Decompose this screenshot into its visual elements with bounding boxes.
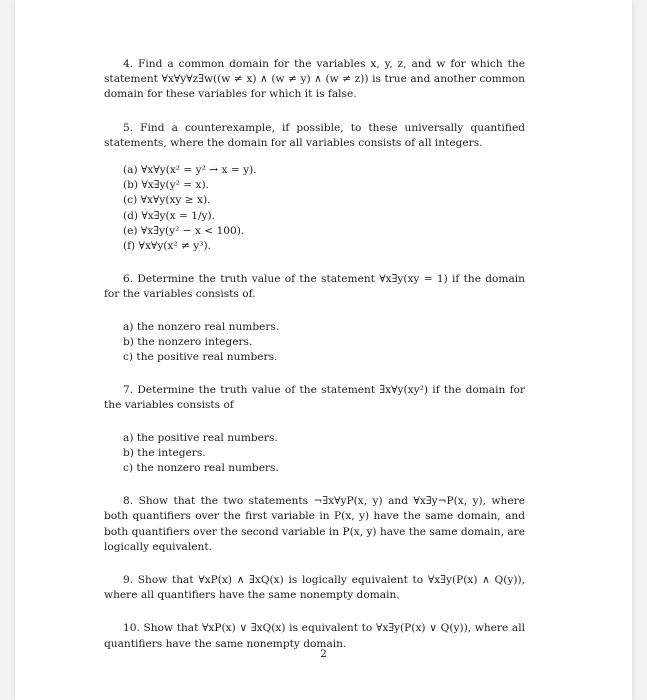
problem-7-item-a: a) the positive real numbers.: [123, 431, 278, 444]
problem-6-item-a: a) the nonzero real numbers.: [123, 320, 280, 333]
problem-5-item-a: (a) ∀x∀y(x² = y² → x = y).: [123, 164, 257, 177]
problem-5-item-f: (f) ∀x∀y(x² ≠ y³).: [123, 240, 211, 253]
problem-7-item-c: c) the nonzero real numbers.: [123, 462, 279, 475]
problem-7-text: 7. Determine the truth value of the statement ∃x∀y(xy²) if the domain for the variables consists of: [104, 384, 525, 412]
problem-5-items: [104, 163, 525, 254]
problem-5-item-e: (e) ∀x∃y(y² − x < 100).: [123, 224, 245, 237]
page-number: 2: [320, 648, 327, 660]
problem-9: [104, 573, 525, 603]
problem-7-items: [104, 431, 525, 477]
problem-8: [104, 494, 525, 555]
problem-5-text: 5. Find a counterexample, if possible, to these universally quantified statements, where the domain for all variables consists of all integers.: [104, 121, 525, 149]
problem-5-item-c: (c) ∀x∀y(xy ≥ x).: [123, 194, 211, 207]
problem-8-text: 8. Show that the two statements ¬∃x∀yP(x, y) and ∀x∃y¬P(x, y), where both quantifiers over the first variable in P(x, y) have the same domain, and both quantifiers over the second variable in P(x, y) have the same domain, are logically equivalent.: [104, 495, 525, 553]
problem-6-item-c: c) the positive real numbers.: [123, 351, 278, 364]
problem-4-text: 4. Find a common domain for the variables x, y, z, and w for which the statement ∀x∀y∀z∃w((w ≠ x) ∧ (w ≠ y) ∧ (w ≠ z)) is true and another common domain for these variables for which it is false.: [104, 58, 525, 101]
problem-4: [104, 57, 525, 103]
problem-6: [104, 272, 525, 365]
problem-5-item-b: (b) ∀x∃y(y² = x).: [123, 179, 209, 192]
problem-9-text: 9. Show that ∀xP(x) ∧ ∃xQ(x) is logically equivalent to ∀x∃y(P(x) ∧ Q(y)), where all quantifiers have the same nonempty domain.: [104, 574, 525, 602]
problem-10-text: 10. Show that ∀xP(x) ∨ ∃xQ(x) is equivalent to ∀x∃y(P(x) ∨ Q(y)), where all quantifiers have the same nonempty domain.: [104, 622, 525, 650]
problem-5: [104, 121, 525, 255]
problem-7-item-b: b) the integers.: [123, 446, 206, 459]
problem-6-item-b: b) the nonzero integers.: [123, 335, 253, 348]
problem-6-items: [104, 320, 525, 366]
problem-list: [104, 57, 525, 670]
problem-6-text: 6. Determine the truth value of the statement ∀x∃y(xy = 1) if the domain for the variables consists of.: [104, 273, 525, 301]
problem-5-item-d: (d) ∀x∃y(x = 1/y).: [123, 209, 216, 222]
problem-7: [104, 383, 525, 476]
